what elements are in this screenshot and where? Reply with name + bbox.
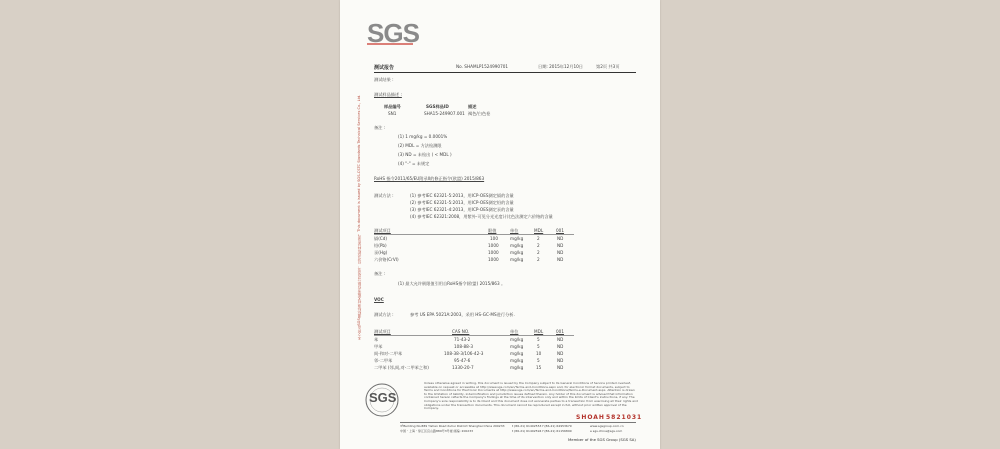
note-item: (4) "-" = 未规定: [398, 161, 430, 166]
voc-cell: ND: [557, 344, 564, 349]
voc-cell: 苯: [374, 337, 379, 342]
voc-th-item: 测试项目: [374, 329, 391, 334]
sgs-logo: [367, 18, 419, 50]
page-number: 第2页 共3页: [596, 64, 620, 69]
rohs-method: (1) 参考IEC 62321-5:2013，用ICP-OES测定镉的含量: [410, 193, 514, 198]
voc-cell: 5: [537, 358, 540, 363]
address-cn: 中国・上海・徐汇区宜山路889号3号楼 邮编: 200233: [400, 429, 474, 433]
voc-cell: 95-47-6: [454, 358, 471, 363]
stamp-text: SGS: [369, 390, 397, 405]
serial-number: 5821031: [606, 414, 643, 421]
sample-header-sgs: SGS样品ID: [426, 104, 449, 109]
rohs-cell: ND: [557, 243, 564, 248]
voc-method: 参考 US EPA 5021A:2003，采用 HS-GC-MS进行分析.: [410, 312, 515, 317]
rohs-th-limit: 限值: [488, 228, 497, 233]
rohs-cell: 铅(Pb): [374, 243, 387, 248]
website: www.sgsgroup.com.cn: [590, 424, 624, 428]
rohs-th-mdl: MDL: [534, 228, 544, 233]
footer-rule: [400, 422, 636, 423]
voc-method-label: 测试方法 :: [374, 312, 394, 317]
rohs-title: RoHS 指令2011/65/EU附录II的修正指令(欧盟) 2015/863: [374, 176, 485, 181]
serial-prefix: SHOAH: [576, 414, 605, 421]
voc-cell: 5: [537, 344, 540, 349]
member-text: Member of the SGS Group (SGS SA): [568, 437, 636, 442]
voc-title: VOC: [374, 297, 384, 302]
phone-line-1: t (86-21) 61402553 f (86-21) 64953679: [512, 424, 572, 428]
voc-th-unit: 单位: [510, 329, 519, 334]
rohs-notes-label: 备注 :: [374, 271, 386, 276]
sample-header-id: 样品编号: [384, 104, 401, 109]
rohs-cell: 2: [537, 250, 540, 255]
voc-cell: 5: [537, 337, 540, 342]
rohs-table-rule: [374, 234, 574, 235]
rohs-cell: 1000: [488, 243, 499, 248]
rohs-cell: 1000: [488, 250, 499, 255]
voc-th-001: 001: [556, 329, 564, 334]
rohs-method: (2) 参考IEC 62321-5:2013，用ICP-OES测定铅的含量: [410, 200, 514, 205]
note-item: (1) 1 mg/kg = 0.0001%: [398, 134, 448, 139]
voc-cell: mg/kg: [510, 344, 524, 349]
voc-th-cas: CAS NO.: [452, 329, 470, 334]
phone-line-2: t (86-21) 61402594 f (86-21) 61156899: [512, 429, 572, 433]
sample-cell-id: SN1: [388, 111, 397, 116]
note-item: (2) MDL = 方法检测限: [398, 143, 442, 148]
rohs-cell: 汞(Hg): [374, 250, 388, 255]
rohs-cell: mg/kg: [510, 257, 524, 262]
voc-table-rule: [374, 335, 574, 336]
test-result-label: 测试结果 :: [374, 77, 394, 82]
sample-desc-label: 测试样品描述 :: [374, 92, 402, 97]
voc-cell: 间-和对-二甲苯: [374, 351, 403, 356]
rohs-cell: mg/kg: [510, 236, 524, 241]
rohs-cell: 100: [490, 236, 498, 241]
rohs-cell: ND: [557, 236, 564, 241]
doc-title: 测试报告: [374, 65, 395, 71]
voc-cell: mg/kg: [510, 358, 524, 363]
rohs-cell: 2: [537, 243, 540, 248]
voc-cell: ND: [557, 337, 564, 342]
rohs-method: (4) 参考IEC 62321:2008，用紫外-可见分光光度计比色法测定六价铬的含量: [410, 214, 553, 219]
rohs-cell: ND: [557, 250, 564, 255]
sample-cell-desc: 褐色/白色卷: [468, 111, 491, 116]
voc-cell: 10: [536, 351, 542, 356]
side-legal-text: 本文件由SGS通标标准技术服务有限公司签发，仅对送检样品负责。This document is issued by SGS-CSTC Standards Technical Services Co., Ltd.: [357, 94, 361, 340]
voc-cell: 108-88-3: [454, 344, 474, 349]
rohs-th-001: 001: [556, 228, 564, 233]
address-en: 3ºBuilding No.889 Yishan Road Xuhui District Shanghai China 200233: [400, 424, 505, 428]
footer-disclaimer: Unless otherwise agreed in writing, this document is issued by the Company subject to its General Conditions of Service printed overleaf, available on request or accessible at http://www.sgs.com/en/Terms-and-Conditions.aspx and, for electronic format documents, subject to Terms and Conditions for Electronic Documents at http://www.sgs.com/en/Terms-and-Conditions/Terms-e-Document.aspx. Attention is drawn to the limitation of liability, indemnification and jurisdiction issues defined therein. Any holder of this document is advised that information contained hereon reflects the Company's findings at the time of its intervention only and within the limits of Client's instructions, if any. The Company's sole responsibility is to its Client and this document does not exonerate parties to a transaction from exercising all their rights and obligations under the transaction documents. This document cannot be reproduced except in full, without prior written approval of the Company.: [424, 382, 638, 411]
email: e sgs.china@sgs.com: [590, 429, 623, 433]
voc-cell: ND: [557, 365, 564, 370]
voc-cell: 甲苯: [374, 344, 383, 349]
sample-cell-sgs: SHA15-249907.001: [424, 111, 465, 116]
rohs-cell: 2: [537, 236, 540, 241]
rohs-cell: mg/kg: [510, 243, 524, 248]
rohs-cell: 2: [537, 257, 540, 262]
rohs-cell: ND: [557, 257, 564, 262]
voc-cell: 108-38-3/106-42-3: [444, 351, 484, 356]
rohs-method: (3) 参考IEC 62321-4:2013，用ICP-OES测定汞的含量: [410, 207, 514, 212]
sgs-stamp: [364, 382, 400, 418]
rohs-cell: 六价铬(CrVI): [374, 257, 399, 262]
voc-cell: 15: [536, 365, 542, 370]
rohs-cell: 1000: [488, 257, 499, 262]
logo-text: SGS: [367, 18, 419, 48]
sample-header-desc: 描述: [468, 104, 477, 109]
rohs-note: (1) 最大允许极限值引用自RoHS指令(欧盟) 2015/863 。: [398, 281, 506, 286]
voc-th-mdl: MDL: [534, 329, 544, 334]
rohs-method-label: 测试方法 :: [374, 193, 394, 198]
voc-cell: ND: [557, 351, 564, 356]
report-number: No. SHAMLP1524990701: [456, 64, 509, 69]
rohs-cell: mg/kg: [510, 250, 524, 255]
report-page: [340, 0, 660, 449]
voc-cell: mg/kg: [510, 351, 524, 356]
voc-cell: 71-43-2: [454, 337, 471, 342]
header-rule: [374, 72, 636, 73]
rohs-th-unit: 单位: [510, 228, 519, 233]
voc-cell: 1330-20-7: [452, 365, 474, 370]
voc-cell: 邻-二甲苯: [374, 358, 393, 363]
rohs-cell: 镉(Cd): [374, 236, 388, 241]
note-item: (3) ND = 未检出 ( < MDL ): [398, 152, 452, 157]
report-date: 日期: 2015年12月10日: [538, 64, 583, 69]
rohs-th-item: 测试项目: [374, 228, 391, 233]
notes-label: 备注 :: [374, 125, 386, 130]
voc-cell: mg/kg: [510, 365, 524, 370]
voc-cell: ND: [557, 358, 564, 363]
voc-cell: mg/kg: [510, 337, 524, 342]
voc-cell: 二甲苯 (邻,间,对-二甲苯之和): [374, 365, 429, 370]
